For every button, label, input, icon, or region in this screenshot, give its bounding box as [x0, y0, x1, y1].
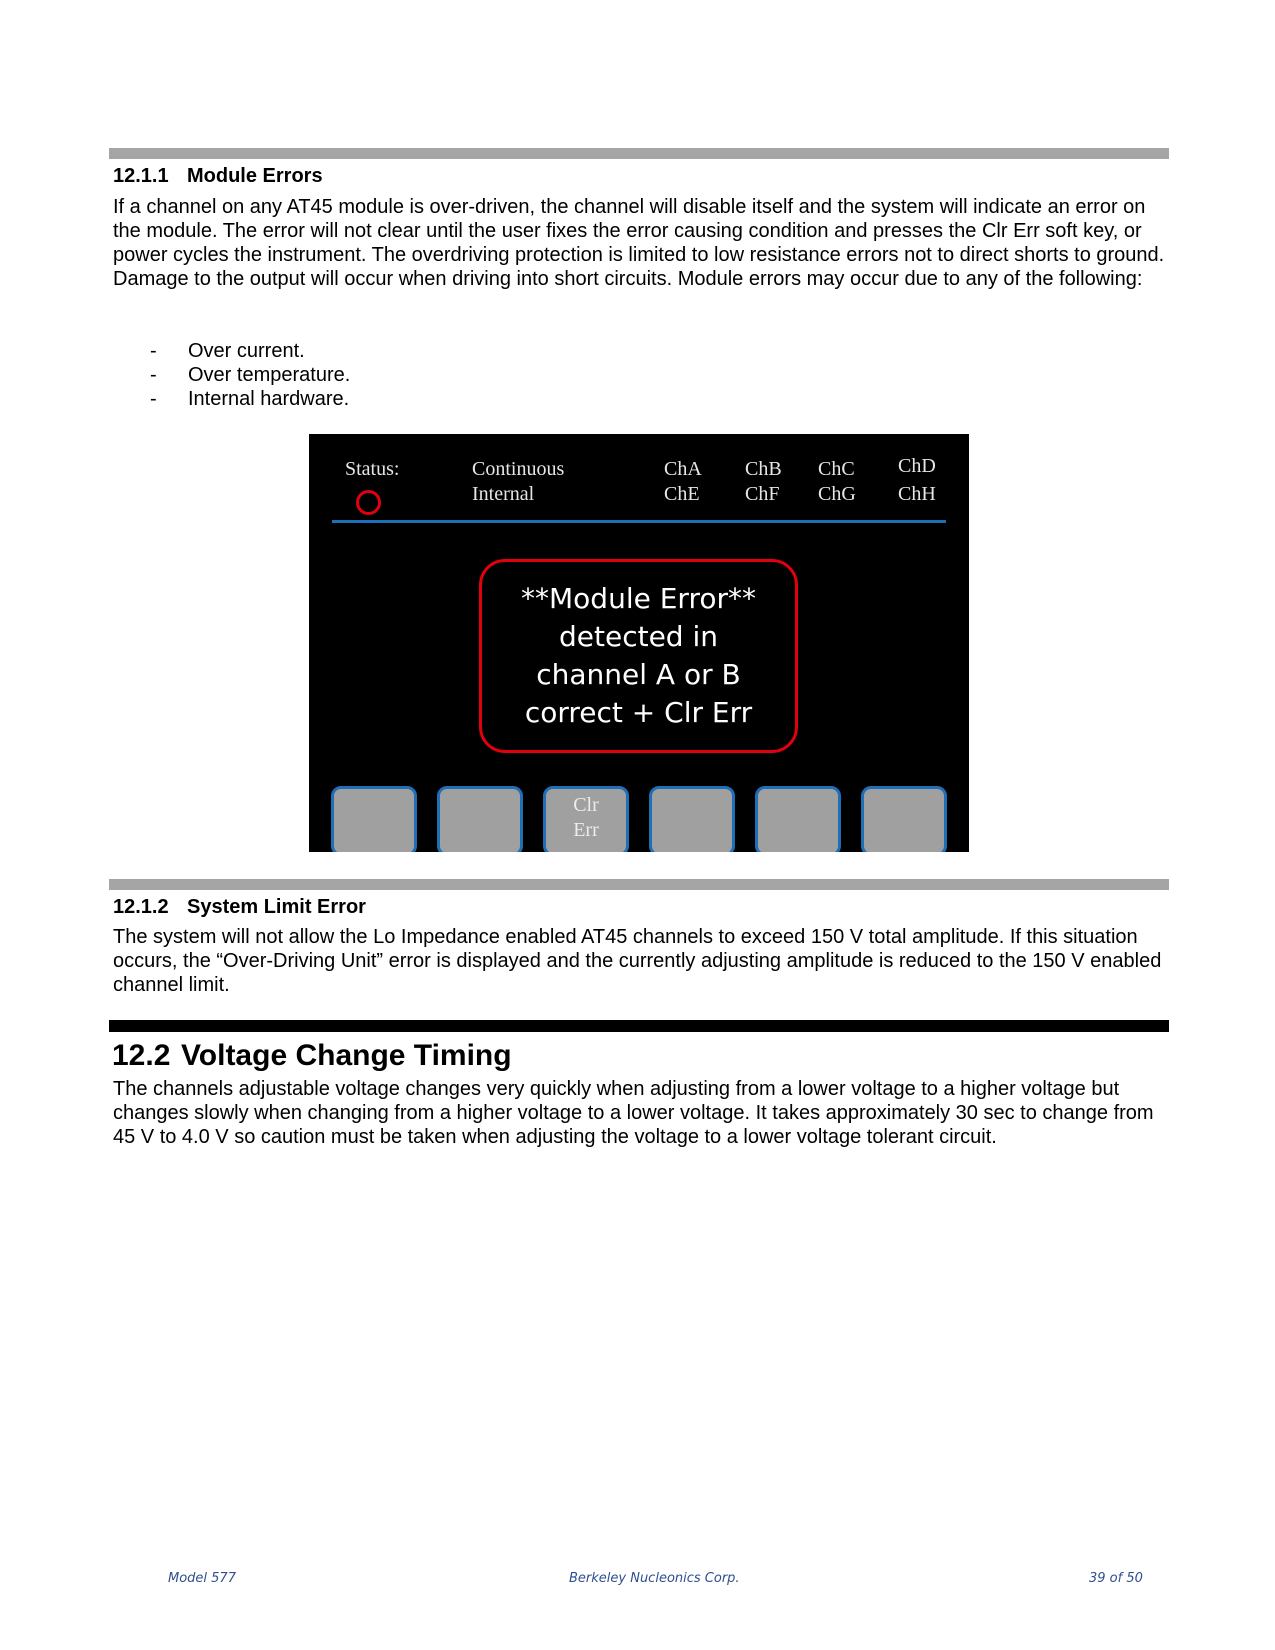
mode-line-2: Internal: [472, 483, 535, 505]
list-dash: -: [150, 388, 157, 410]
channel-label-h: ChH: [898, 483, 936, 505]
error-line: channel A or B: [536, 658, 741, 691]
error-line: correct + Clr Err: [524, 696, 753, 729]
section-divider: [109, 148, 1169, 159]
softkey-label: Err: [573, 819, 599, 841]
system-limit-paragraph: [113, 925, 1173, 997]
heading-title: Voltage Change Timing: [181, 1039, 512, 1072]
header-divider: [332, 520, 946, 523]
module-error-popup: [479, 559, 798, 753]
channel-label-f: ChF: [745, 483, 780, 505]
softkey-4[interactable]: [649, 786, 735, 852]
list-item: [150, 363, 350, 387]
softkey-2[interactable]: [437, 786, 523, 852]
list-item-text: Over current.: [188, 340, 305, 362]
list-item-text: Over temperature.: [188, 364, 351, 386]
mode-line-1: Continuous: [472, 458, 565, 480]
heading-title: Module Errors: [187, 165, 323, 187]
clr-err-softkey[interactable]: [543, 786, 629, 852]
softkey-1[interactable]: [331, 786, 417, 852]
status-indicator-icon: [356, 490, 381, 515]
heading-module-errors: [113, 164, 323, 188]
section-divider-major: [109, 1020, 1169, 1032]
list-dash: -: [150, 364, 157, 386]
module-errors-paragraph: [113, 195, 1173, 291]
paragraph-text: The channels adjustable voltage changes very quickly when adjusting from a lower voltage to a higher voltage but changes slowly when changing from a higher voltage to a lower voltage. It takes approximately 30 sec to change from 45 V to 4.0 V so caution must be taken when adjusting the voltage to a lower voltage tolerant circuit.: [113, 1078, 1154, 1148]
heading-system-limit-error: [113, 895, 366, 919]
instrument-screen-figure: [309, 434, 969, 852]
paragraph-text: If a channel on any AT45 module is over-driven, the channel will disable itself and the system will indicate an error on the module. The error will not clear until the user fixes the error causing condition and presses the Clr Err soft key, or power cycles the instrument. The overdriving protection is limited to low resistance errors not to direct shorts to ground. Damage to the output will occur when driving into short circuits. Module errors may occur due to any of the following:: [113, 196, 1165, 290]
error-line: detected in: [558, 620, 718, 653]
heading-number: 12.2: [112, 1039, 171, 1072]
heading-title: System Limit Error: [187, 896, 366, 918]
softkey-6[interactable]: [861, 786, 947, 852]
footer-page-number: 39 of 50: [1089, 1571, 1143, 1586]
list-dash: -: [150, 340, 157, 362]
heading-number: 12.1.2: [113, 896, 169, 918]
status-label: Status:: [345, 458, 400, 480]
channel-label-e: ChE: [664, 483, 700, 505]
heading-voltage-change-timing: [112, 1038, 512, 1074]
list-item: [150, 387, 350, 411]
channel-label-c: ChC: [818, 458, 855, 480]
list-item-text: Internal hardware.: [188, 388, 350, 410]
footer-company: Berkeley Nucleonics Corp.: [569, 1571, 740, 1586]
paragraph-text: The system will not allow the Lo Impedance enabled AT45 channels to exceed 150 V total amplitude. If this situation occurs, the “Over-Driving Unit” error is displayed and the currently adjusting amplitude is reduced to the 150 V enabled channel limit.: [113, 926, 1162, 996]
error-line: **Module Error**: [521, 582, 756, 615]
list-item: [150, 339, 350, 363]
voltage-timing-paragraph: [113, 1077, 1173, 1149]
channel-label-a: ChA: [664, 458, 702, 480]
channel-label-b: ChB: [745, 458, 782, 480]
channel-label-d: ChD: [898, 455, 936, 477]
softkey-5[interactable]: [755, 786, 841, 852]
section-divider: [109, 879, 1169, 890]
channel-label-g: ChG: [818, 483, 856, 505]
footer-model: Model 577: [168, 1571, 236, 1586]
heading-number: 12.1.1: [113, 165, 169, 187]
softkey-label: Clr: [573, 794, 599, 816]
error-cause-list: [150, 339, 350, 411]
